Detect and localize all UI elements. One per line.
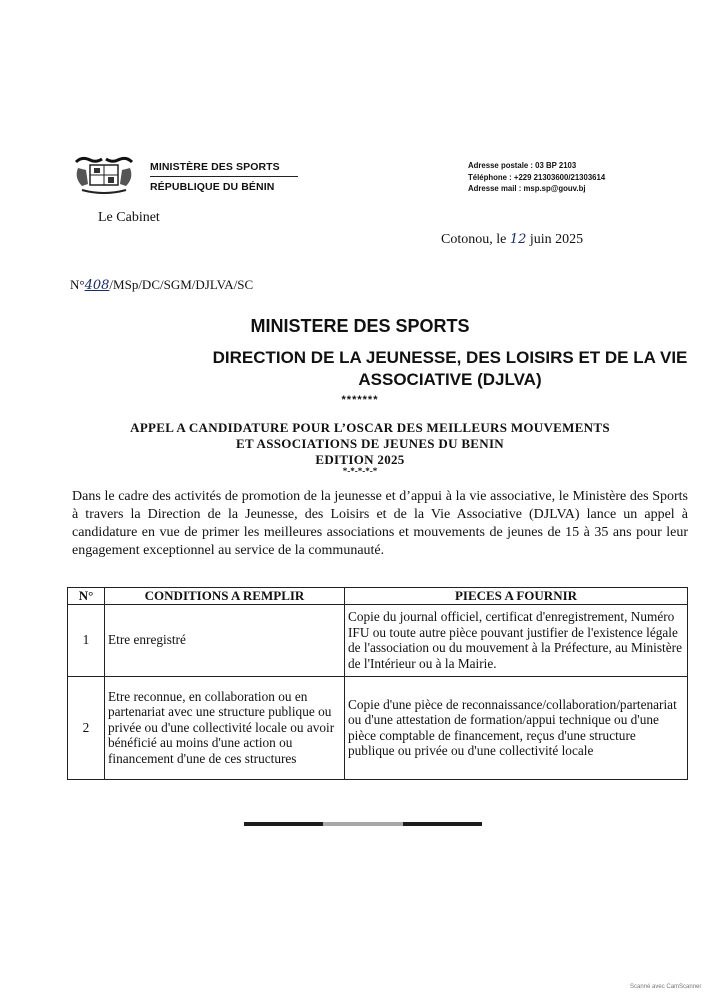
table-header-row xyxy=(68,588,688,605)
contact-block xyxy=(468,160,605,195)
email-address: Adresse mail : msp.sp@gouv.bj xyxy=(468,184,586,193)
date-suffix: juin 2025 xyxy=(529,232,584,247)
ref-number-handwritten: 408 xyxy=(84,278,110,293)
row-number: 1 xyxy=(68,604,105,676)
reference-number xyxy=(70,277,253,293)
date-day-handwritten: 12 xyxy=(509,232,527,247)
row-condition: Etre reconnue, en collaboration ou en partenariat avec une structure publique ou privée ou d'une collectivité locale ou avoir bénéficié au moins d'une action ou financement d'une de ces structures xyxy=(105,676,345,779)
title-call-for-applications: APPEL A CANDIDATURE POUR L’OSCAR DES MEILLEURS MOUVEMENTS ET ASSOCIATIONS DE JEUNES DU BENIN xyxy=(130,420,610,451)
row-pieces: Copie d'une pièce de reconnaissance/collaboration/partenariat ou d'une attestation de formation/appui technique ou d'une pièce comptable de financement, reçus d'une structure publique ou privée ou d'une collectivité locale xyxy=(345,676,688,779)
cabinet-label: Le Cabinet xyxy=(98,210,160,225)
header-conditions: CONDITIONS A REMPLIR xyxy=(105,588,345,605)
date-line xyxy=(441,232,583,248)
coat-of-arms-logo xyxy=(72,154,136,196)
title-edition: EDITION 2025 xyxy=(315,452,405,467)
divider-segment xyxy=(323,822,402,826)
divider-segment xyxy=(403,822,482,826)
scanner-watermark: Scanné avec CamScanner xyxy=(630,984,702,990)
letterhead-republic: RÉPUBLIQUE DU BÉNIN xyxy=(150,181,275,193)
postal-address: Adresse postale : 03 BP 2103 xyxy=(468,161,577,170)
section-divider xyxy=(244,822,482,826)
header-pieces: PIECES A FOURNIR xyxy=(345,588,688,605)
ref-suffix: /MSp/DC/SGM/DJLVA/SC xyxy=(109,277,254,292)
title-separator-stars: ******* xyxy=(341,394,379,406)
title-ministry: MINISTERE DES SPORTS xyxy=(250,316,470,336)
table-row xyxy=(68,604,688,676)
letterhead-ministry: MINISTÈRE DES SPORTS xyxy=(150,160,298,177)
header-number: N° xyxy=(68,588,105,605)
divider-segment xyxy=(244,822,323,826)
intro-paragraph: Dans le cadre des activités de promotion de la jeunesse et d’appui à la vie associative, le Ministère des Sports à travers la Direction de la Jeunesse, des Loisirs et de la Vie Associative (DJLVA) lance un appel à candidature en vue de primer les meilleures associations et mouvements de jeunes de 15 à 35 ans pour leur engagement exceptionnel au service de la communauté. xyxy=(72,489,688,558)
row-number: 2 xyxy=(68,676,105,779)
crest-icon xyxy=(72,154,136,196)
table-row xyxy=(68,676,688,779)
title-direction: DIRECTION DE LA JEUNESSE, DES LOISIRS ET DE LA VIE ASSOCIATIVE (DJLVA) xyxy=(212,348,688,389)
ref-prefix: N° xyxy=(70,277,85,292)
ministry-letterhead xyxy=(150,160,298,194)
requirements-table xyxy=(67,587,688,780)
date-prefix: Cotonou, le xyxy=(441,232,507,247)
phone-number: Téléphone : +229 21303600/21303614 xyxy=(468,172,606,182)
row-pieces: Copie du journal officiel, certificat d'enregistrement, Numéro IFU ou toute autre pièce pouvant justifier de l'existence légale de l'association ou du mouvement à la Préfecture, au Ministère de l'Intérieur ou à la Mairie. xyxy=(345,604,688,676)
subtitle-separator-stars: *-*-*-*-* xyxy=(342,466,378,476)
row-condition: Etre enregistré xyxy=(105,604,345,676)
